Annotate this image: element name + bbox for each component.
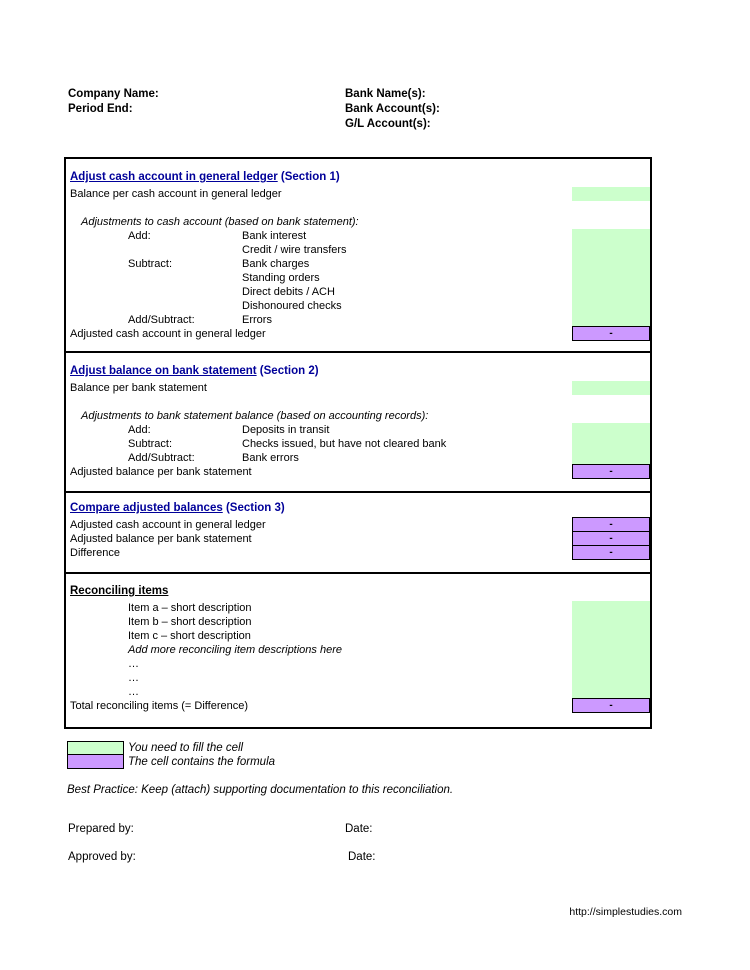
row-item-label: Item a – short description <box>128 602 252 614</box>
fill-cell[interactable] <box>572 187 650 201</box>
worksheet-row <box>66 395 650 409</box>
bank-names-label: Bank Name(s): <box>345 88 426 100</box>
worksheet-row <box>66 409 650 423</box>
row-item-label: Item c – short description <box>128 630 251 642</box>
row-label: Adjusted balance per bank statement <box>70 466 252 478</box>
row-description: Credit / wire transfers <box>242 244 347 256</box>
formula-cell: - <box>572 545 650 560</box>
row-item-label: Add: <box>128 230 151 242</box>
fill-cell[interactable] <box>572 643 650 657</box>
fill-cell[interactable] <box>572 229 650 243</box>
prepared-date-label: Date: <box>345 823 373 835</box>
worksheet-row <box>66 451 650 465</box>
fill-cell[interactable] <box>572 423 650 437</box>
worksheet-row <box>66 601 650 615</box>
worksheet-row <box>66 643 650 657</box>
website-link[interactable]: http://simplestudies.com <box>569 906 682 918</box>
row-description: Bank charges <box>242 258 310 270</box>
fill-cell[interactable] <box>572 629 650 643</box>
row-description: Deposits in transit <box>242 424 330 436</box>
worksheet-row <box>66 257 650 271</box>
row-label: Adjusted balance per bank statement <box>70 533 252 545</box>
row-item-label: … <box>128 686 139 698</box>
prepared-by-label: Prepared by: <box>68 823 134 835</box>
worksheet-row <box>66 671 650 685</box>
legend-fill-label: You need to fill the cell <box>128 742 244 754</box>
fill-cell[interactable] <box>572 685 650 699</box>
fill-cell[interactable] <box>572 437 650 451</box>
section-title <box>66 365 650 381</box>
fill-cell[interactable] <box>572 285 650 299</box>
section-title-text: Reconciling items <box>70 585 169 597</box>
row-description: Checks issued, but have not cleared bank <box>242 438 447 450</box>
row-item-label: Subtract: <box>128 438 173 450</box>
fill-cell[interactable] <box>572 451 650 465</box>
worksheet-row <box>66 699 650 713</box>
worksheet-row <box>66 201 650 215</box>
bank-accounts-label: Bank Account(s): <box>345 103 440 115</box>
fill-cell[interactable] <box>572 657 650 671</box>
row-item-label: … <box>128 672 139 684</box>
gl-accounts-label: G/L Account(s): <box>345 118 431 130</box>
worksheet-row <box>66 685 650 699</box>
row-subtitle: Adjustments to cash account (based on bank statement): <box>81 216 359 228</box>
legend-formula-label: The cell contains the formula <box>128 756 276 768</box>
fill-cell[interactable] <box>572 381 650 395</box>
row-description: Direct debits / ACH <box>242 286 335 298</box>
worksheet-row <box>66 657 650 671</box>
section-title <box>66 585 650 601</box>
fill-cell[interactable] <box>572 601 650 615</box>
worksheet-row <box>66 215 650 229</box>
company-name-label: Company Name: <box>68 88 159 100</box>
worksheet-box <box>64 157 652 729</box>
row-description: Bank errors <box>242 452 299 464</box>
formula-cell: - <box>572 326 650 341</box>
section-title-text: Adjust cash account in general ledger <box>70 171 278 183</box>
section-number: (Section 2) <box>256 365 319 377</box>
formula-cell: - <box>572 531 650 546</box>
row-label: Adjusted cash account in general ledger <box>70 328 266 340</box>
worksheet-row <box>66 532 650 546</box>
section-title <box>66 171 650 187</box>
purple-formula-swatch <box>67 754 124 769</box>
worksheet-row <box>66 327 650 341</box>
section-title-text: Compare adjusted balances <box>70 502 223 514</box>
formula-cell: - <box>572 464 650 479</box>
approved-date-label: Date: <box>348 851 376 863</box>
worksheet-row <box>66 615 650 629</box>
section-title <box>66 502 650 518</box>
worksheet-row <box>66 437 650 451</box>
best-practice-note: Best Practice: Keep (attach) supporting documentation to this reconciliation. <box>67 784 454 796</box>
fill-cell[interactable] <box>572 243 650 257</box>
worksheet-row <box>66 243 650 257</box>
worksheet-row <box>66 271 650 285</box>
fill-cell[interactable] <box>572 257 650 271</box>
worksheet-row <box>66 465 650 479</box>
section-title-text: Adjust balance on bank statement <box>70 365 257 377</box>
worksheet-row <box>66 187 650 201</box>
row-item-label: Add/Subtract: <box>128 314 195 326</box>
row-label: Difference <box>70 547 120 559</box>
fill-cell[interactable] <box>572 615 650 629</box>
section-4 <box>66 572 650 727</box>
row-description: Bank interest <box>242 230 307 242</box>
worksheet-row <box>66 299 650 313</box>
fill-cell[interactable] <box>572 271 650 285</box>
section-3 <box>66 491 650 572</box>
row-description: Errors <box>242 314 272 326</box>
row-label: Adjusted cash account in general ledger <box>70 519 266 531</box>
section-2 <box>66 351 650 491</box>
fill-cell[interactable] <box>572 313 650 327</box>
worksheet-row <box>66 518 650 532</box>
worksheet-row <box>66 381 650 395</box>
row-item-label: Add more reconciling item descriptions here <box>128 644 342 656</box>
approved-by-label: Approved by: <box>68 851 136 863</box>
row-subtitle: Adjustments to bank statement balance (based on accounting records): <box>81 410 429 422</box>
section-number: (Section 1) <box>277 171 340 183</box>
worksheet-row <box>66 313 650 327</box>
row-description: Standing orders <box>242 272 320 284</box>
worksheet-row <box>66 423 650 437</box>
row-label: Balance per bank statement <box>70 382 207 394</box>
row-item-label: Subtract: <box>128 258 173 270</box>
formula-cell: - <box>572 698 650 713</box>
worksheet-row <box>66 546 650 560</box>
row-item-label: Add: <box>128 424 151 436</box>
row-item-label: … <box>128 658 139 670</box>
worksheet-row <box>66 229 650 243</box>
section-1 <box>66 159 650 351</box>
row-label: Total reconciling items (= Difference) <box>70 700 249 712</box>
worksheet-row <box>66 629 650 643</box>
worksheet-row <box>66 285 650 299</box>
row-label: Balance per cash account in general ledger <box>70 188 282 200</box>
fill-cell[interactable] <box>572 671 650 685</box>
period-end-label: Period End: <box>68 103 133 115</box>
formula-cell: - <box>572 517 650 532</box>
section-number: (Section 3) <box>222 502 285 514</box>
row-item-label: Item b – short description <box>128 616 252 628</box>
fill-cell[interactable] <box>572 299 650 313</box>
row-item-label: Add/Subtract: <box>128 452 195 464</box>
row-description: Dishonoured checks <box>242 300 342 312</box>
